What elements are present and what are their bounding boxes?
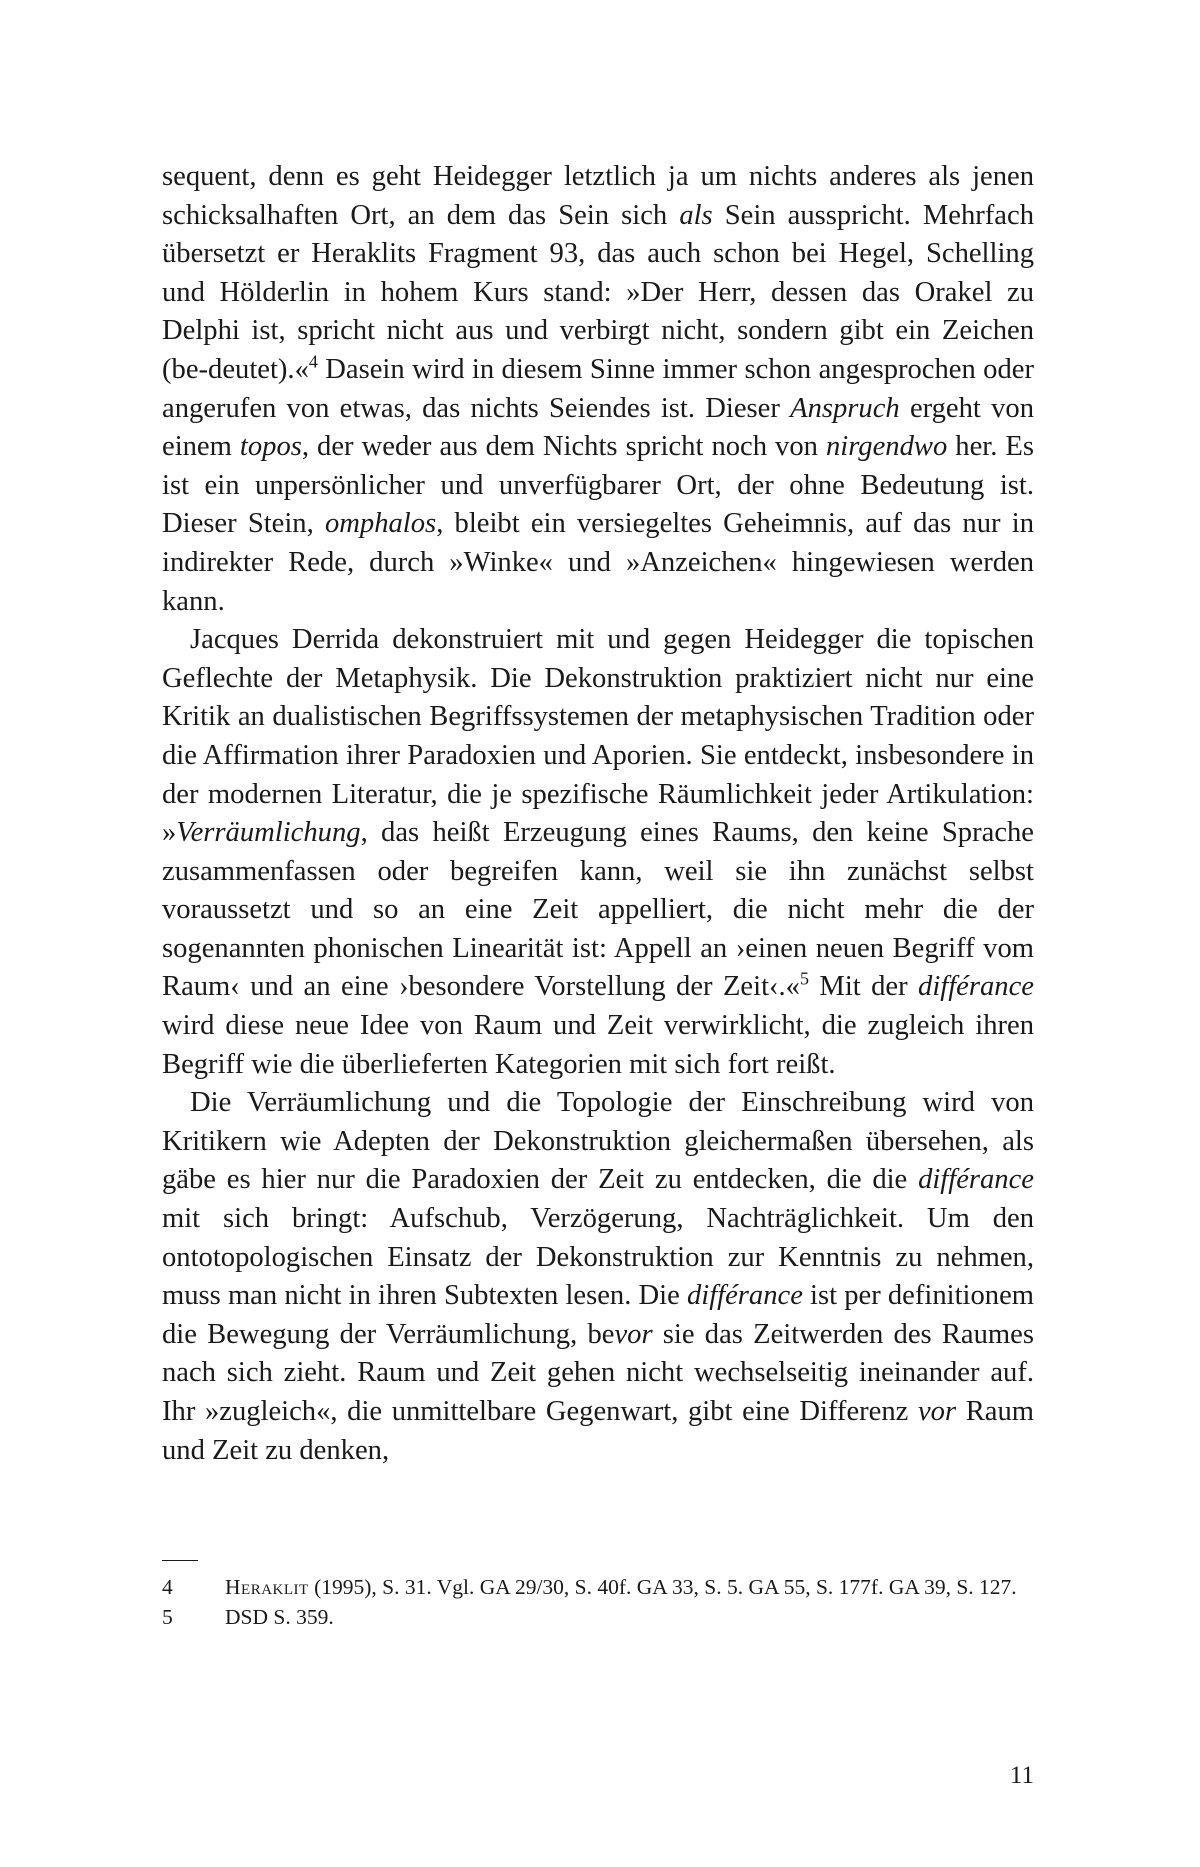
emphasis-text: différance (918, 971, 1034, 1003)
paragraph-text: , der weder aus dem Nichts spricht noch von (301, 431, 826, 463)
footnote (162, 1602, 1034, 1632)
paragraph-text: sequent, denn es geht Heidegger letztlich ja um nichts anderes als jenen schicksalhaften Ort, an dem das Sein sich (162, 161, 1034, 231)
paragraph (162, 158, 1034, 621)
paragraph-text: Jacques Derrida dekonstruiert mit und gegen Heidegger die topischen Geflechte der Metaphysik. Die Dekonstruktion praktiziert nicht nur eine Kritik an dualistischen Begriffssystemen der metaphysischen Tradition oder die Affirmation ihrer Paradoxien und Aporien. Sie entdeckt, insbesondere in der modernen Literatur, die je spezifische Räumlichkeit jeder Artikulation: » (162, 624, 1034, 849)
paragraph-text: ist per definitionem die Bewegung der Verräumlichung, be (162, 1280, 1035, 1350)
author-name: Heraklit (225, 1575, 309, 1599)
footnote (162, 1572, 1034, 1602)
paragraph-text: wird diese neue Idee von Raum und Zeit verwirklicht, die zugleich ihren Begriff wie die überlieferten Kategorien mit sich fort reißt. (162, 1010, 1034, 1080)
paragraph-text: ergeht von einem (162, 392, 1034, 463)
footnote-number: 5 (162, 1605, 173, 1629)
emphasis-text: nirgendwo (825, 431, 948, 463)
emphasis-text: omphalos (324, 508, 437, 540)
paragraph-text: mit sich bringt: Aufschub, Verzögerung, Nachträglichkeit. Um den ontotopologischen Einsatz der Dekonstruktion zur Kenntnis zu nehmen, muss man nicht in ihren Subtexten lesen. Die (162, 1203, 1034, 1312)
paragraph-text: Mit der (808, 971, 919, 1003)
paragraph-text: Die Verräumlichung und die Topologie der Einschreibung wird von Kritikern wie Adepten der Dekonstruktion gleichermaßen übersehen, als gäbe es hier nur die Paradoxien der Zeit zu entdecken, die die (162, 1087, 1034, 1196)
paragraph-text: Raum und Zeit zu denken, (162, 1396, 1035, 1466)
footnote-text-run: DSD S. 359. (225, 1605, 334, 1629)
footnote-number: 4 (162, 1575, 173, 1599)
emphasis-text: différance (686, 1280, 803, 1312)
emphasis-text: différance (918, 1164, 1034, 1196)
paragraph-text: Sein ausspricht. Mehrfach übersetzt er Heraklits Fragment 93, das auch schon bei Hegel, Schelling und Hölderlin in hohem Kurs stand: »Der Herr, dessen das Orakel zu Delphi ist, spricht nicht aus und verbirgt nicht, sondern gibt ein Zeichen (be-deutet).« (162, 199, 1034, 385)
footnotes (162, 1572, 1034, 1632)
emphasis-text: Anspruch (790, 392, 900, 424)
emphasis-text: vor (614, 1318, 653, 1350)
footnote-reference: 4 (308, 351, 318, 372)
emphasis-text: vor (917, 1396, 957, 1427)
footnote-text (225, 1572, 1034, 1602)
emphasis-text: als (679, 199, 713, 231)
footnote-text-run: (1995), S. 31. Vgl. GA 29/30, S. 40f. GA 33, S. 5. GA 55, S. 177f. GA 39, S. 127. (308, 1575, 1017, 1599)
emphasis-text: topos (239, 431, 302, 463)
footnote-text (225, 1602, 1034, 1632)
paragraph-text: , das heißt Erzeugung eines Raums, den keine Sprache zusammenfassen oder begreifen kann, weil sie ihn zunächst selbst voraussetzt und so an eine Zeit appelliert, die nicht mehr die der sogenannten phonischen Linearität ist: Appell an ›einen neuen Begriff vom Raum‹ und an eine ›besondere Vorstellung der Zeit‹.« (162, 817, 1034, 1003)
page-number: 11 (1009, 1762, 1034, 1789)
paragraph-text: , bleibt ein versiegeltes Geheimnis, auf das nur in indirekter Rede, durch »Winke« und »Anzeichen« hingewiesen werden kann. (162, 508, 1034, 617)
paragraph (162, 621, 1034, 1084)
paragraph-text: her. Es ist ein unpersönlicher und unverfügbarer Ort, der ohne Bedeutung ist. Dieser Stein, (162, 431, 1034, 540)
main-text-block (162, 158, 1034, 1470)
paragraph-text: sie das Zeitwerden des Raumes nach sich zieht. Raum und Zeit gehen nicht wechselseitig ineinander auf. Ihr »zugleich«, die unmittelbare Gegenwart, gibt eine Differenz (162, 1318, 1034, 1427)
footnote-reference: 5 (799, 968, 809, 989)
paragraph (162, 1084, 1034, 1470)
paragraph-text: Dasein wird in diesem Sinne immer schon angesprochen oder angerufen von etwas, das nichts Seiendes ist. Dieser (162, 353, 1034, 424)
body-text (162, 158, 1034, 1470)
emphasis-text: Verräumlichung (176, 817, 361, 849)
footnote-separator (162, 1560, 198, 1561)
